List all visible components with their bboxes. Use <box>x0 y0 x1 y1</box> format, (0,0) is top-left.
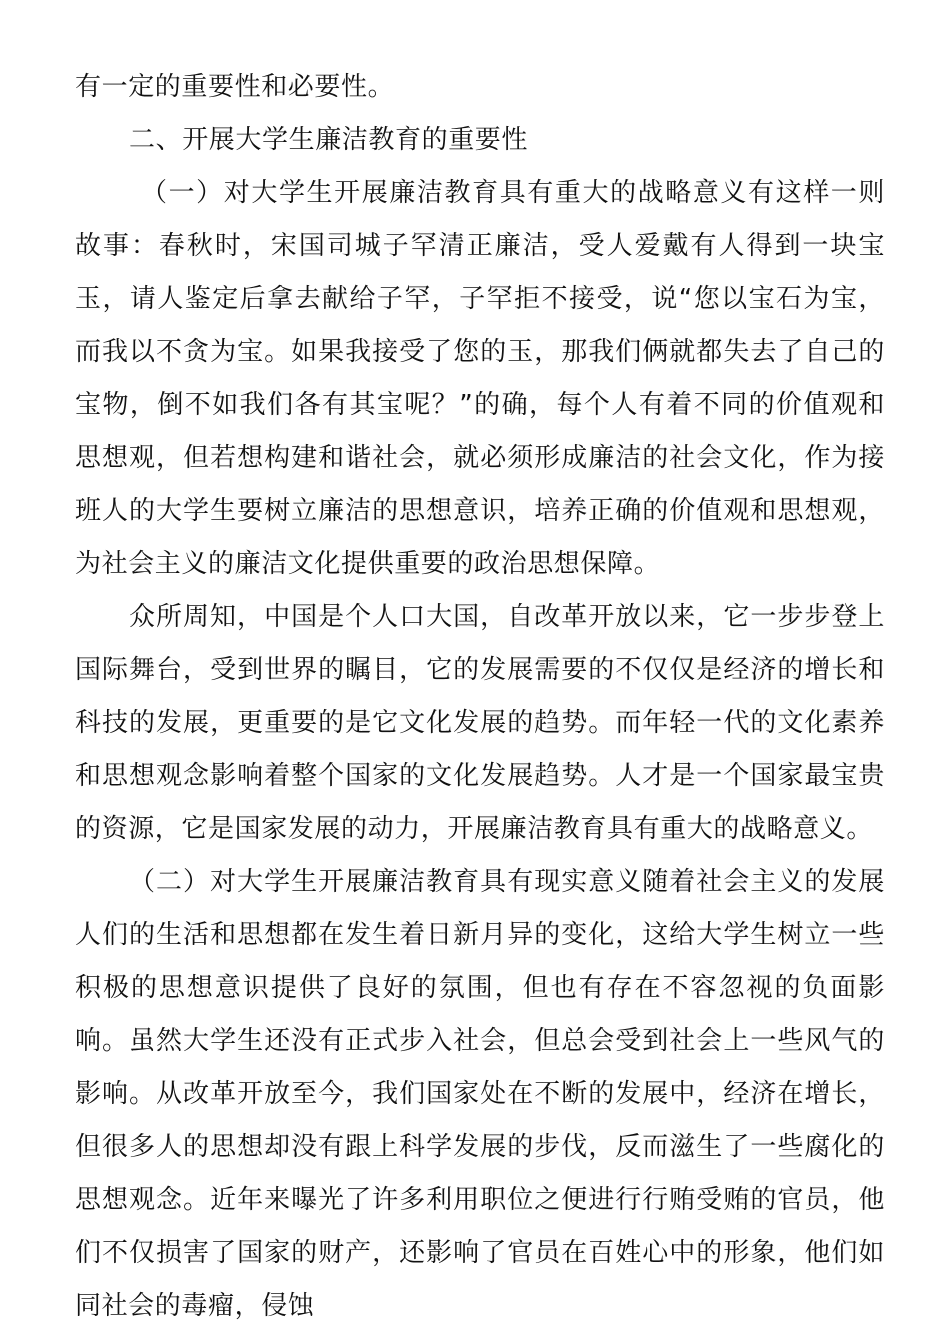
paragraph-strategic-significance: （一）对大学生开展廉洁教育具有重大的战略意义有这样一则故事：春秋时，宋国司城子罕清正廉洁，受人爱戴有人得到一块宝玉，请人鉴定后拿去献给子罕，子罕拒不接受，说“您以宝石为宝，而我以不贪为宝。如果我接受了您的玉，那我们俩就都失去了自己的宝物，倒不如我们各有其宝呢？”的确，每个人有着不同的价值观和思想观，但若想构建和谐社会，就必须形成廉洁的社会文化，作为接班人的大学生要树立廉洁的思想意识，培养正确的价值观和思想观，为社会主义的廉洁文化提供重要的政治思想保障。 <box>75 178 885 579</box>
document-body <box>75 61 885 1333</box>
paragraph-practical-significance: （二）对大学生开展廉洁教育具有现实意义随着社会主义的发展人们的生活和思想都在发生着日新月异的变化，这给大学生树立一些积极的思想意识提供了良好的氛围，但也有存在不容忽视的负面影响。虽然大学生还没有正式步入社会，但总会受到社会上一些风气的影响。从改革开放至今，我们国家处在不断的发展中，经济在增长，但很多人的思想却没有跟上科学发展的步伐，反而滋生了一些腐化的思想观念。近年来曝光了许多利用职位之便进行行贿受贿的官员，他们不仅损害了国家的财产，还影响了官员在百姓心中的形象，他们如同社会的毒瘤，侵蚀 <box>75 867 885 1321</box>
section-heading-2: 二、开展大学生廉洁教育的重要性 <box>129 125 529 155</box>
paragraph-china-development: 众所周知，中国是个人口大国，自改革开放以来，它一步步登上国际舞台，受到世界的瞩目，它的发展需要的不仅仅是经济的增长和科技的发展，更重要的是它文化发展的趋势。而年轻一代的文化素养和思想观念影响着整个国家的文化发展趋势。人才是一个国家最宝贵的资源，它是国家发展的动力，开展廉洁教育具有重大的战略意义。 <box>75 602 885 844</box>
paragraph-intro-tail: 有一定的重要性和必要性。 <box>75 72 395 102</box>
